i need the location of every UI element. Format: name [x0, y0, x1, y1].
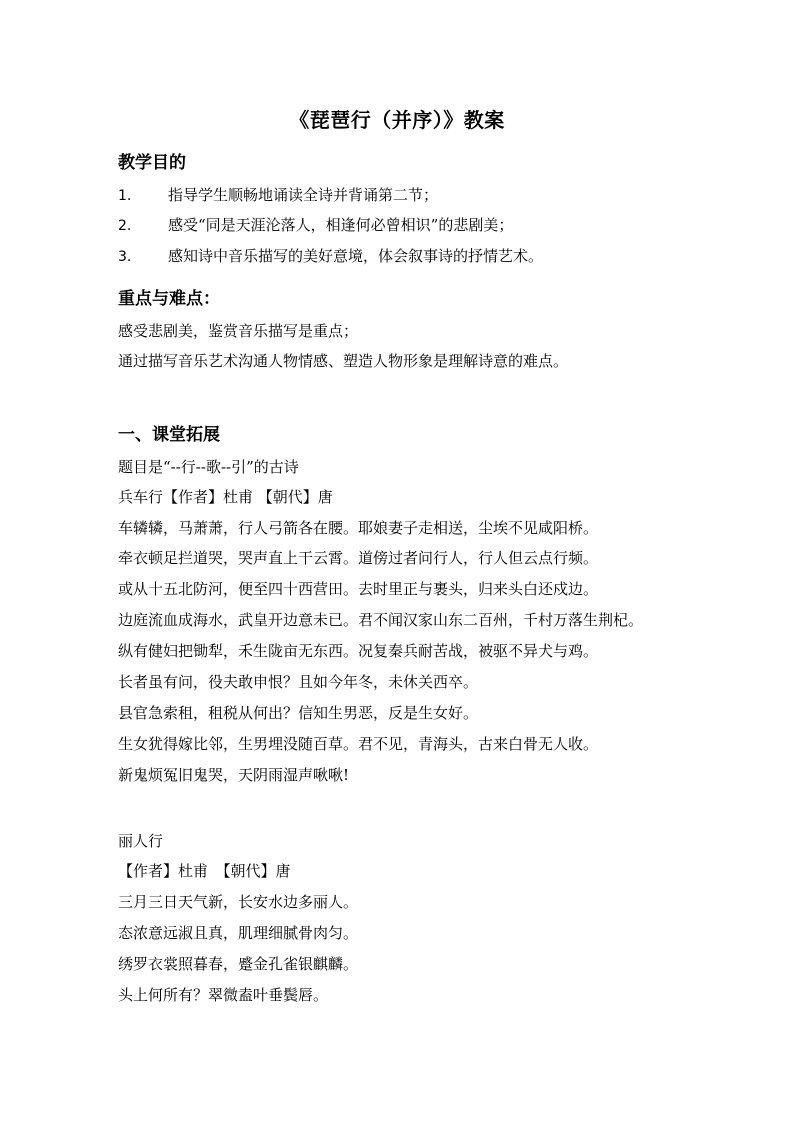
- document-title: 《琵琶行（并序）》教案: [289, 108, 505, 132]
- poem1-line-6: 长者虽有问，役夫敢申恨？且如今年冬，未休关西卒。: [118, 673, 479, 691]
- objective-text: 指导学生顺畅地诵读全诗并背诵第二节；: [168, 186, 439, 204]
- poem2-author-line: 【作者】杜甫 【朝代】唐: [118, 862, 291, 880]
- poem1-line-5: 纵有健妇把锄犁，禾生陇亩无东西。况复秦兵耐苦战，被驱不异犬与鸡。: [118, 642, 599, 660]
- objective-number: 1.: [118, 188, 132, 204]
- objective-item-1: [118, 185, 438, 206]
- poem1-line-8: 生女犹得嫁比邻，生男埋没随百草。君不见，青海头，古来白骨无人收。: [118, 735, 599, 753]
- objective-number: 3.: [118, 249, 132, 265]
- poem1-line-9: 新鬼烦冤旧鬼哭，天阴雨湿声啾啾!: [118, 766, 350, 784]
- objective-text: 感知诗中音乐描写的美好意境，体会叙事诗的抒情艺术。: [168, 247, 544, 265]
- section1-intro: 题目是“--行--歌--引”的古诗: [118, 458, 299, 476]
- key-point-line-1: 感受悲剧美，鉴赏音乐描写是重点；: [118, 322, 359, 340]
- poem1-line-2: 牵衣顿足拦道哭，哭声直上干云霄。道傍过者问行人，行人但云点行频。: [118, 549, 599, 567]
- section1-heading: 一、课堂拓展: [118, 425, 220, 445]
- key-points-heading: 重点与难点：: [118, 289, 220, 309]
- objective-item-3: [118, 246, 543, 267]
- objectives-heading: 教学目的: [118, 153, 186, 173]
- poem1-header: 兵车行【作者】杜甫 【朝代】唐: [118, 488, 333, 506]
- poem1-line-4: 边庭流血成海水，武皇开边意未已。君不闻汉家山东二百州，千村万落生荆杞。: [118, 611, 644, 629]
- poem2-line-4: 头上何所有？翠微盍叶垂鬓唇。: [118, 986, 329, 1004]
- poem2-line-2: 态浓意远淑且真，肌理细腻骨肉匀。: [118, 924, 359, 942]
- poem2-line-1: 三月三日天气新，长安水边多丽人。: [118, 893, 359, 911]
- objective-number: 2.: [118, 218, 132, 234]
- poem2-title: 丽人行: [118, 832, 164, 850]
- objective-text: 感受“同是天涯沦落人，相逢何必曾相识”的悲剧美；: [168, 216, 514, 234]
- poem1-line-1: 车辚辚，马萧萧，行人弓箭各在腰。耶娘妻子走相送，尘埃不见咸阳桥。: [118, 519, 599, 537]
- key-point-line-2: 通过描写音乐艺术沟通人物情感、塑造人物形象是理解诗意的难点。: [118, 352, 569, 370]
- poem1-line-3: 或从十五北防河，便至四十西营田。去时里正与裹头，归来头白还戍边。: [118, 580, 599, 598]
- poem1-line-7: 县官急索租，租税从何出？信知生男恶，反是生女好。: [118, 704, 479, 722]
- poem2-line-3: 绣罗衣裳照暮春，蹙金孔雀银麒麟。: [118, 955, 359, 973]
- objective-item-2: [118, 215, 513, 236]
